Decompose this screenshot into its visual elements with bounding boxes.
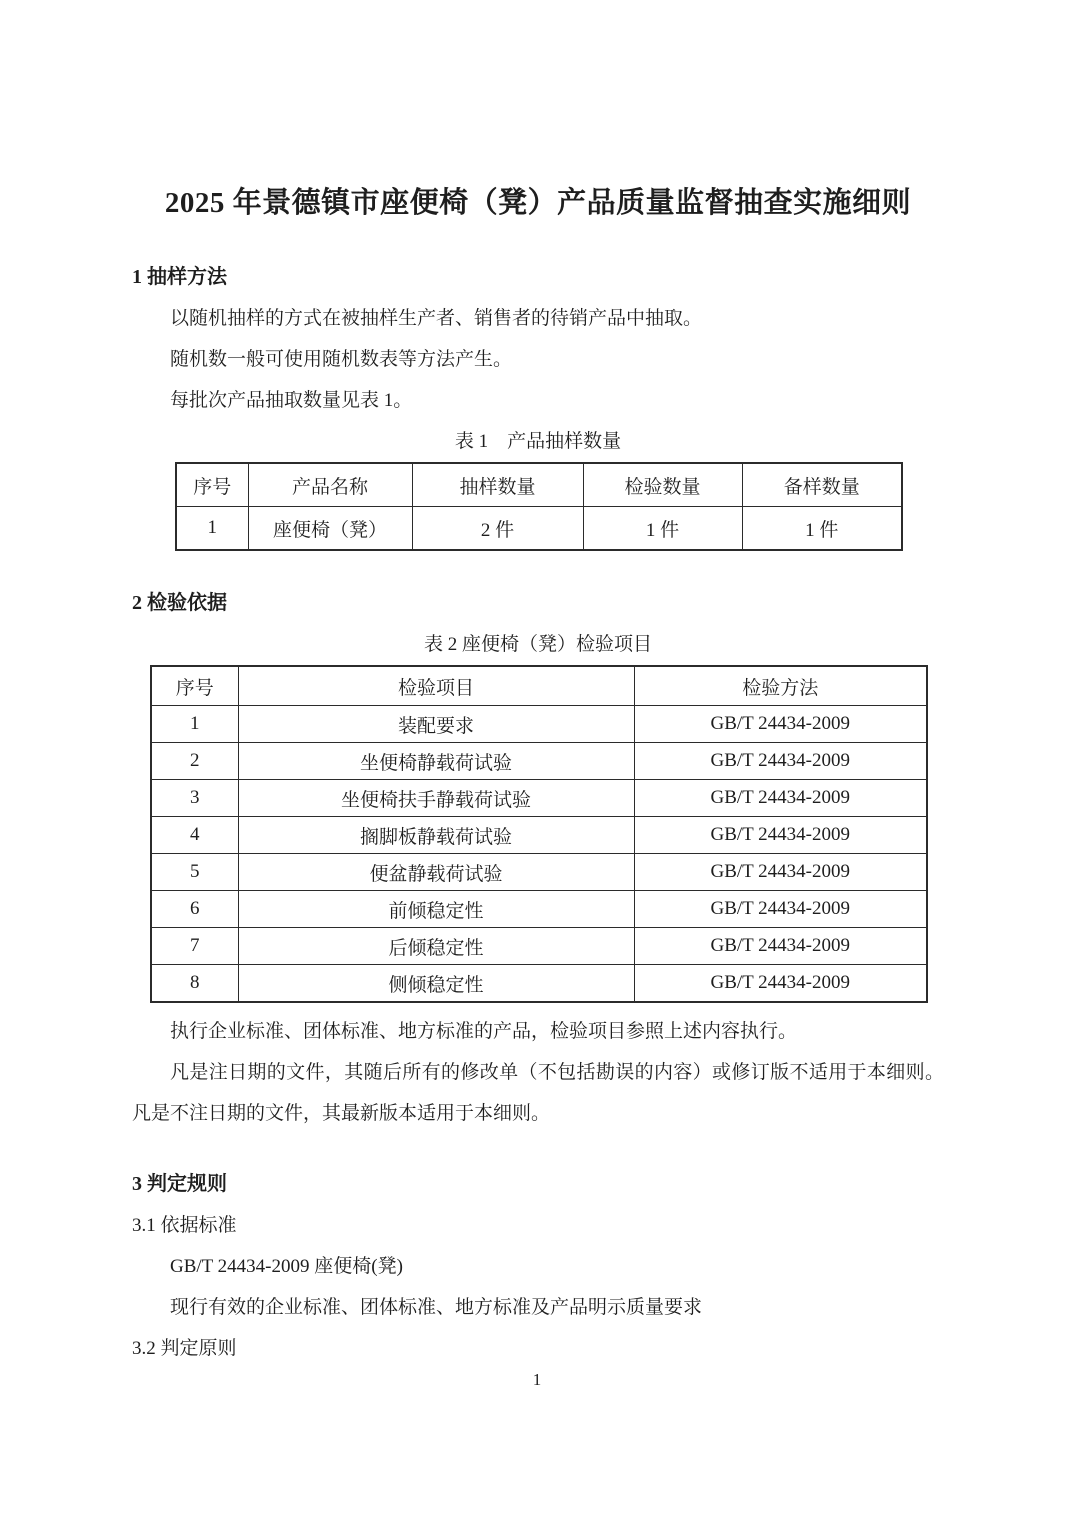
- table-cell: 7: [151, 928, 238, 965]
- table-row: [151, 817, 927, 854]
- table-header-cell: 抽样数量: [412, 463, 583, 507]
- table-header-cell: 检验项目: [238, 666, 634, 706]
- table-cell: 座便椅（凳）: [248, 507, 412, 551]
- table-cell: 6: [151, 891, 238, 928]
- table-cell: GB/T 24434-2009: [634, 891, 927, 928]
- table-1-caption: 表 1 产品抽样数量: [454, 431, 622, 452]
- table-cell: 坐便椅静载荷试验: [238, 743, 634, 780]
- table-cell: 1 件: [742, 507, 902, 551]
- table-cell: 后倾稳定性: [238, 928, 634, 965]
- section-3-2-heading: 3.2 判定原则: [132, 1338, 237, 1359]
- table-cell: GB/T 24434-2009: [634, 965, 927, 1003]
- document-title: 2025 年景德镇市座便椅（凳）产品质量监督抽查实施细则: [164, 187, 912, 219]
- section-1-heading: 1 抽样方法: [132, 266, 227, 288]
- table-cell: 前倾稳定性: [238, 891, 634, 928]
- table-header-cell: 备样数量: [742, 463, 902, 507]
- section-3-1-line-2: 现行有效的企业标准、团体标准、地方标准及产品明示质量要求: [170, 1297, 703, 1318]
- table-cell: 1: [151, 706, 238, 743]
- table-cell: 4: [151, 817, 238, 854]
- table-row: [151, 891, 927, 928]
- table-header-cell: 检验数量: [583, 463, 742, 507]
- table-cell: GB/T 24434-2009: [634, 928, 927, 965]
- table-cell: 1: [176, 507, 248, 551]
- table-row: [176, 507, 902, 551]
- table-cell: GB/T 24434-2009: [634, 854, 927, 891]
- table-header-cell: 序号: [176, 463, 248, 507]
- table-cell: 侧倾稳定性: [238, 965, 634, 1003]
- section-3-heading: 3 判定规则: [132, 1173, 227, 1195]
- table-header-cell: 检验方法: [634, 666, 927, 706]
- table-cell: 3: [151, 780, 238, 817]
- table-row: [151, 965, 927, 1003]
- section-1-paragraph-1: 以随机抽样的方式在被抽样生产者、销售者的待销产品中抽取。: [170, 308, 703, 329]
- section-1-paragraph-3: 每批次产品抽取数量见表 1。: [170, 390, 413, 411]
- table-row: [151, 780, 927, 817]
- table-row: [151, 854, 927, 891]
- note-paragraph-1: 执行企业标准、团体标准、地方标准的产品，检验项目参照上述内容执行。: [170, 1021, 798, 1042]
- page-number: 1: [532, 1370, 542, 1389]
- table-row: [151, 706, 927, 743]
- table-row: [151, 928, 927, 965]
- section-2-heading: 2 检验依据: [132, 592, 227, 614]
- table-cell: 1 件: [583, 507, 742, 551]
- table-2-inspection-items: [150, 665, 928, 1003]
- table-2-caption: 表 2 座便椅（凳）检验项目: [423, 634, 652, 655]
- table-cell: 2: [151, 743, 238, 780]
- section-3-1-heading: 3.1 依据标准: [132, 1215, 237, 1236]
- table-cell: 搁脚板静载荷试验: [238, 817, 634, 854]
- table-cell: 5: [151, 854, 238, 891]
- table-1-header-row: [176, 463, 902, 507]
- table-cell: 装配要求: [238, 706, 634, 743]
- table-cell: GB/T 24434-2009: [634, 743, 927, 780]
- table-cell: 坐便椅扶手静载荷试验: [238, 780, 634, 817]
- table-row: [151, 743, 927, 780]
- table-header-cell: 产品名称: [248, 463, 412, 507]
- document-content: [132, 0, 944, 1369]
- table-cell: 8: [151, 965, 238, 1003]
- section-1-paragraph-2: 随机数一般可使用随机数表等方法产生。: [170, 349, 513, 370]
- table-cell: GB/T 24434-2009: [634, 706, 927, 743]
- table-cell: GB/T 24434-2009: [634, 817, 927, 854]
- table-1-sampling-quantity: [175, 462, 903, 551]
- section-3-1-line-1: GB/T 24434-2009 座便椅(凳): [170, 1256, 403, 1277]
- table-header-cell: 序号: [151, 666, 238, 706]
- table-cell: 2 件: [412, 507, 583, 551]
- table-cell: GB/T 24434-2009: [634, 780, 927, 817]
- table-cell: 便盆静载荷试验: [238, 854, 634, 891]
- table-2-header-row: [151, 666, 927, 706]
- note-paragraph-2: 凡是注日期的文件，其随后所有的修改单（不包括勘误的内容）或修订版不适用于本细则。凡是不注日期的文件，其最新版本适用于本细则。: [132, 1062, 944, 1124]
